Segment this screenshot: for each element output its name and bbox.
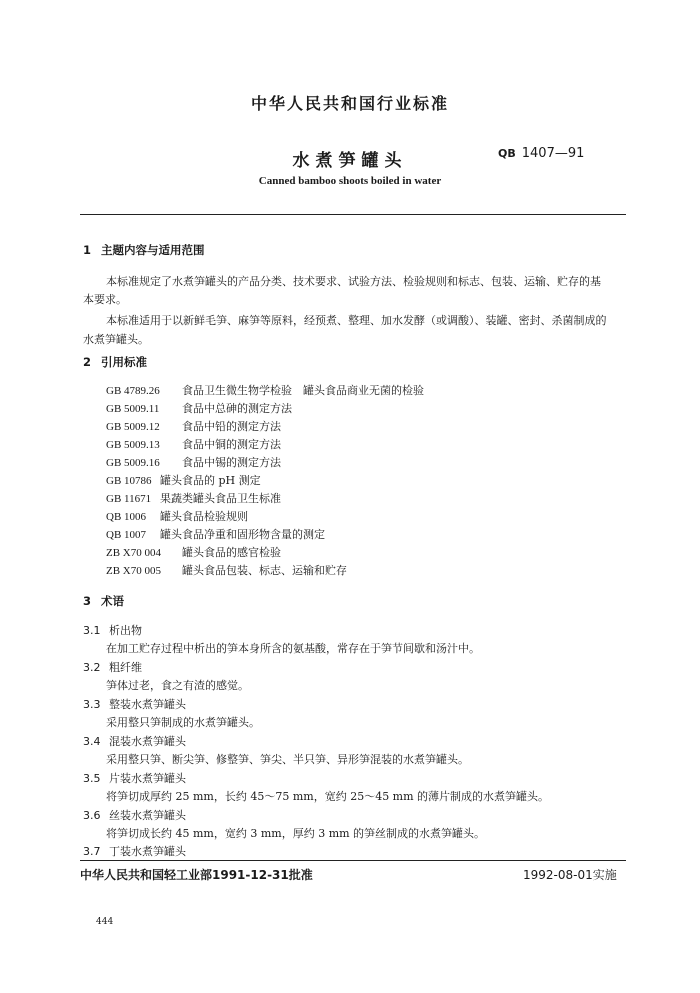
term-definition: 笋体过老，食之有渣的感觉。 <box>106 679 249 692</box>
section-title: 引用标准 <box>101 355 147 369</box>
section-title: 主题内容与适用范围 <box>101 243 205 257</box>
standard-header: 中华人民共和国行业标准 <box>250 94 449 113</box>
document-title: 水煮笋罐头 <box>292 151 408 171</box>
code-prefix: QB <box>498 147 516 160</box>
reference-item <box>106 562 347 578</box>
top-rule <box>80 214 626 215</box>
term-heading <box>83 659 142 675</box>
reference-title: 食品中铅的测定方法 <box>182 420 281 433</box>
term-name: 整装水煮笋罐头 <box>109 698 186 711</box>
term-name: 析出物 <box>109 624 142 637</box>
term-definition: 采用整只笋、断尖笋、修整笋、笋尖、半只笋、异形笋混装的水煮笋罐头。 <box>106 753 469 766</box>
reference-code: QB 1007 <box>106 529 147 541</box>
reference-item <box>106 436 281 452</box>
reference-title: 食品中锡的测定方法 <box>182 456 281 469</box>
term-number: 3.2 <box>83 661 101 674</box>
section-number: 1 <box>83 243 92 257</box>
paragraph: 本标准适用于以新鲜毛笋、麻笋等原料，经预煮、整理、加水发酵（或调酸）、装罐、密封、杀菌制成的 <box>106 314 607 327</box>
paragraph: 本要求。 <box>83 293 127 306</box>
section-number: 2 <box>83 355 92 369</box>
reference-code: GB 11671 <box>106 493 152 505</box>
section-3-heading <box>83 593 124 609</box>
reference-code: GB 5009.16 <box>106 457 160 469</box>
term-name: 丁装水煮笋罐头 <box>109 845 186 858</box>
reference-item <box>106 418 281 434</box>
section-number: 3 <box>83 594 92 608</box>
term-name: 丝装水煮笋罐头 <box>109 809 186 822</box>
term-heading <box>83 807 186 823</box>
reference-item <box>106 508 248 524</box>
reference-title: 食品中总砷的测定方法 <box>182 402 292 415</box>
reference-code: GB 10786 <box>106 475 152 487</box>
reference-code: GB 4789.26 <box>106 385 160 397</box>
footer-rule <box>80 860 626 861</box>
reference-item <box>106 400 292 416</box>
standard-code <box>498 146 584 161</box>
term-number: 3.5 <box>83 772 101 785</box>
term-number: 3.1 <box>83 624 101 637</box>
reference-code: GB 5009.12 <box>106 421 160 433</box>
reference-title: 食品卫生微生物学检验 罐头食品商业无菌的检验 <box>182 384 424 397</box>
reference-code: ZB X70 004 <box>106 547 161 559</box>
english-title: Canned bamboo shoots boiled in water <box>258 175 442 187</box>
code-number: 1407—91 <box>521 146 585 161</box>
reference-code: ZB X70 005 <box>106 565 161 577</box>
reference-code: GB 5009.13 <box>106 439 160 451</box>
reference-title: 罐头食品包装、标志、运输和贮存 <box>182 564 347 577</box>
term-number: 3.4 <box>83 735 101 748</box>
reference-item <box>106 454 281 470</box>
term-name: 混装水煮笋罐头 <box>109 735 186 748</box>
term-heading <box>83 770 186 786</box>
approval-line: 中华人民共和国轻工业部1991-12-31批准 <box>80 868 313 882</box>
paragraph: 水煮笋罐头。 <box>83 333 149 346</box>
reference-item <box>106 544 281 560</box>
reference-item <box>106 490 281 506</box>
term-heading <box>83 733 186 749</box>
term-definition: 采用整只笋制成的水煮笋罐头。 <box>106 716 260 729</box>
term-heading <box>83 696 186 712</box>
section-title: 术语 <box>101 594 124 608</box>
term-definition: 将笋切成长约 45 mm，宽约 3 mm，厚约 3 mm 的笋丝制成的水煮笋罐头。 <box>106 827 486 840</box>
section-1-heading <box>83 242 205 258</box>
reference-item <box>106 472 261 488</box>
term-heading <box>83 843 186 859</box>
implementation-date: 1992-08-01实施 <box>523 868 617 882</box>
page-number: 444 <box>96 917 114 927</box>
reference-item <box>106 382 424 398</box>
term-definition: 在加工贮存过程中析出的笋本身所含的氨基酸，常存在于笋节间歇和汤汁中。 <box>106 642 480 655</box>
reference-title: 食品中铜的测定方法 <box>182 438 281 451</box>
term-number: 3.6 <box>83 809 101 822</box>
reference-item <box>106 526 325 542</box>
section-2-heading <box>83 354 147 370</box>
reference-code: GB 5009.11 <box>106 403 160 415</box>
term-number: 3.3 <box>83 698 101 711</box>
reference-title: 罐头食品的 pH 测定 <box>160 474 261 487</box>
term-heading <box>83 622 142 638</box>
reference-title: 果蔬类罐头食品卫生标准 <box>160 492 281 505</box>
term-name: 粗纤维 <box>109 661 142 674</box>
term-number: 3.7 <box>83 845 101 858</box>
reference-code: QB 1006 <box>106 511 147 523</box>
term-definition: 将笋切成厚约 25 mm，长约 45～75 mm，宽约 25～45 mm 的薄片制成的水煮笋罐头。 <box>106 790 550 803</box>
reference-title: 罐头食品检验规则 <box>160 510 248 523</box>
term-name: 片装水煮笋罐头 <box>109 772 186 785</box>
paragraph: 本标准规定了水煮笋罐头的产品分类、技术要求、试验方法、检验规则和标志、包装、运输、贮存的基 <box>106 275 601 288</box>
reference-title: 罐头食品的感官检验 <box>182 546 281 559</box>
reference-title: 罐头食品净重和固形物含量的测定 <box>160 528 325 541</box>
